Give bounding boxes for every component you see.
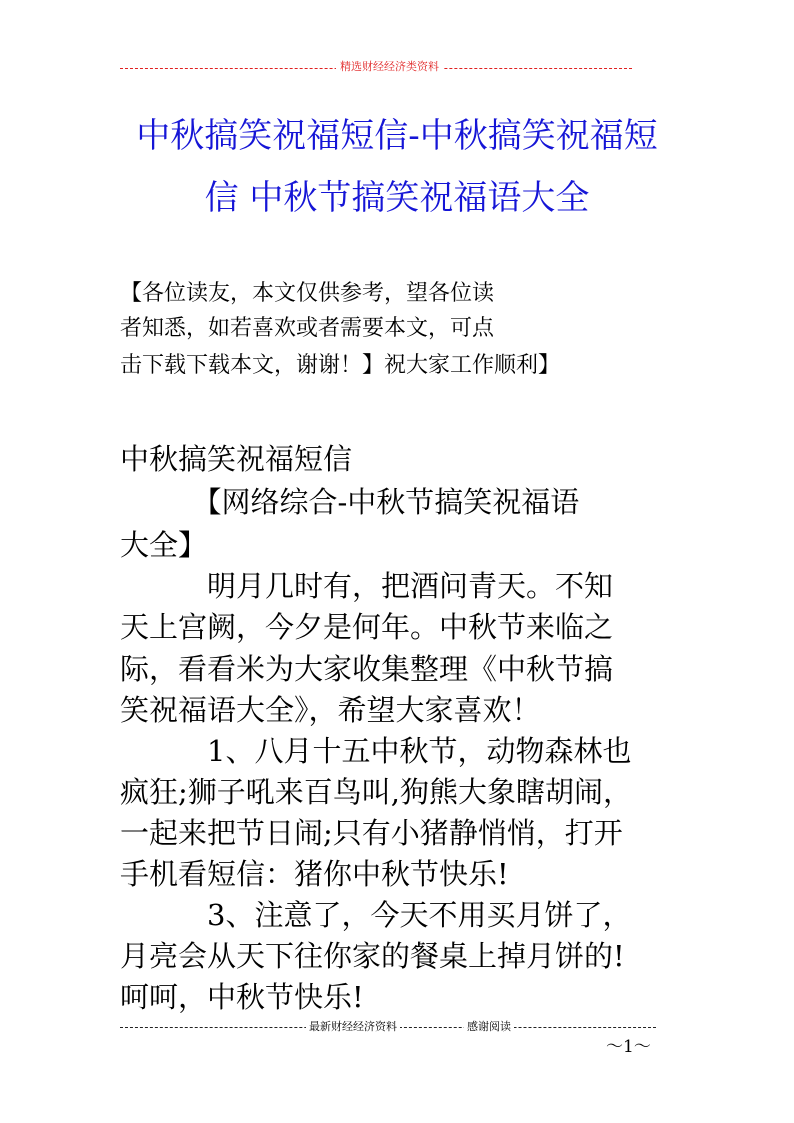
body-line: 笑祝福语大全》，希望大家喜欢！ [120, 693, 541, 727]
page-number: ～1～ [606, 1037, 651, 1057]
body-line: 天上宫阙，今夕是何年。中秋节来临之 [120, 610, 614, 644]
body-line: 明月几时有，把酒问青天。不知 [120, 569, 614, 603]
footer-left-label: 最新财经经济资料 [306, 1020, 400, 1034]
body-line: 一起来把节日闹;只有小猪静悄悄，打开 [120, 816, 623, 850]
body-line: 际，看看米为大家收集整理《中秋节搞 [120, 652, 614, 686]
header-label: 精选财经经济类资料 [336, 60, 443, 74]
notice-line-2: 者知悉，如若喜欢或者需要本文，可点 [120, 316, 495, 341]
title-line-1: 中秋搞笑祝福短信-中秋搞笑祝福短 [136, 116, 658, 156]
section-heading: 中秋搞笑祝福短信 [120, 442, 353, 476]
body-line: 月亮会从天下往你家的餐桌上掉月饼的! [120, 939, 625, 973]
notice-line-1: 【各位读友，本文仅供参考，望各位读 [120, 281, 495, 306]
body-line: 呵呵，中秋节快乐! [120, 980, 364, 1014]
footer-right-label: 感谢阅读 [464, 1020, 514, 1034]
notice-line-3: 击下载下载本文，谢谢！】祝大家工作顺利】 [120, 353, 561, 378]
body-line: 3、注意了，今天不用买月饼了， [120, 898, 632, 932]
body-line: 疯狂;狮子吼来百鸟叫,狗熊大象瞎胡闹， [120, 775, 632, 809]
body-line: 大全】 [120, 528, 208, 562]
body-line: 【网络综合-中秋节搞笑祝福语 [120, 485, 580, 519]
body-line: 手机看短信：猪你中秋节快乐! [120, 857, 509, 891]
body-line: 1、八月十五中秋节，动物森林也 [120, 734, 632, 768]
title-line-2: 信 中秋节搞笑祝福语大全 [204, 178, 590, 218]
